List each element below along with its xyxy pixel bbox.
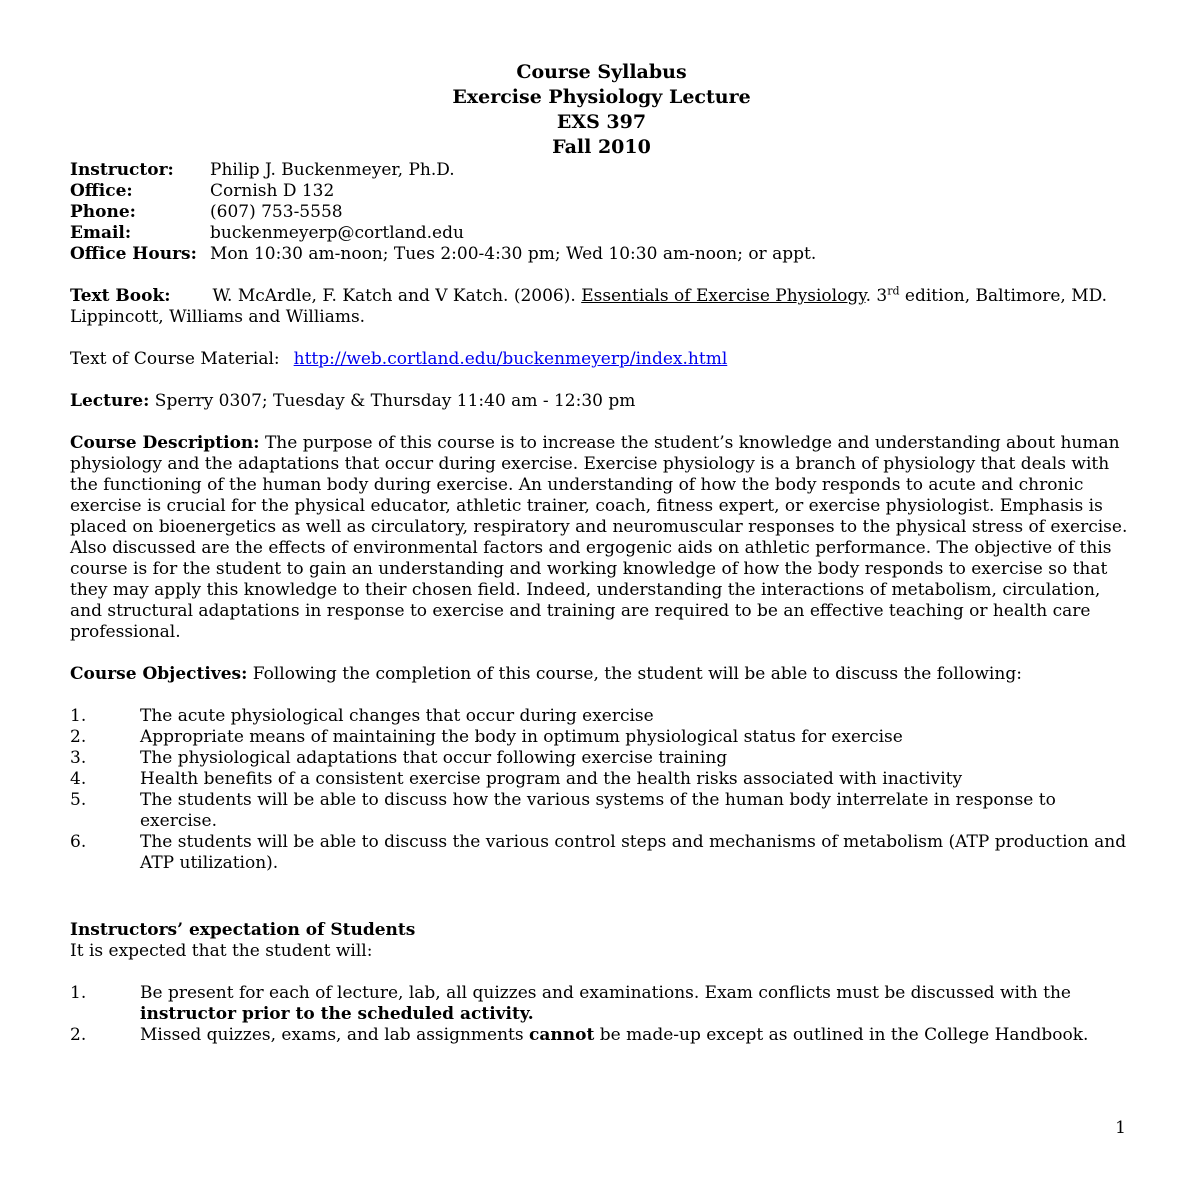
objective-number: 5. bbox=[70, 790, 87, 810]
title-block bbox=[70, 60, 1133, 160]
expectation-text bbox=[140, 1025, 1133, 1046]
document-content bbox=[70, 60, 1133, 1046]
course-objectives-label: Course Objectives: bbox=[70, 664, 248, 684]
course-objectives-intro-line bbox=[70, 664, 1133, 685]
office-hours-value: Mon 10:30 am-noon; Tues 2:00-4:30 pm; Wed 10:30 am-noon; or appt. bbox=[210, 244, 817, 264]
expectation-text-start: Missed quizzes, exams, and lab assignments bbox=[140, 1025, 530, 1045]
textbook-label: Text Book: bbox=[70, 286, 171, 306]
objective-text: The students will be able to discuss the various control steps and mechanisms of metabolism (ATP production and ATP utilization). bbox=[140, 832, 1127, 873]
textbook-title: Essentials of Exercise Physiology bbox=[581, 286, 866, 306]
course-objectives-list bbox=[70, 706, 1133, 874]
expectation-number: 1. bbox=[70, 983, 87, 1003]
textbook-edition-superscript: rd bbox=[887, 284, 900, 298]
course-material-link[interactable]: http://web.cortland.edu/buckenmeyerp/index.html bbox=[293, 349, 728, 369]
objective-number: 1. bbox=[70, 706, 87, 726]
doc-title-line-2: Exercise Physiology Lecture bbox=[452, 86, 751, 108]
course-description-label: Course Description: bbox=[70, 433, 260, 453]
objective-text: The students will be able to discuss how the various systems of the human body interrelate in response to exercise. bbox=[140, 790, 1056, 831]
objective-text: Appropriate means of maintaining the body in optimum physiological status for exercise bbox=[140, 727, 903, 747]
phone-label: Phone: bbox=[70, 202, 136, 222]
objective-item bbox=[70, 769, 1133, 790]
contact-row-office bbox=[70, 181, 1133, 202]
course-objectives-intro: Following the completion of this course, the student will be able to discuss the following: bbox=[252, 664, 1022, 684]
email-value: buckenmeyerp@cortland.edu bbox=[210, 223, 464, 243]
objective-item bbox=[70, 790, 1133, 832]
instructor-label: Instructor: bbox=[70, 160, 174, 180]
textbook-paragraph bbox=[70, 286, 1133, 328]
course-description-paragraph bbox=[70, 433, 1133, 643]
objective-number: 6. bbox=[70, 832, 87, 852]
phone-value: (607) 753-5558 bbox=[210, 202, 343, 222]
expectations-list bbox=[70, 983, 1133, 1046]
expectation-text-end: be made-up except as outlined in the College Handbook. bbox=[594, 1025, 1089, 1045]
email-label: Email: bbox=[70, 223, 132, 243]
objective-item bbox=[70, 706, 1133, 727]
expectation-text-bold: instructor prior to the scheduled activity. bbox=[140, 1004, 534, 1024]
course-material-label: Text of Course Material: bbox=[70, 349, 280, 369]
objective-item bbox=[70, 832, 1133, 874]
course-material-line bbox=[70, 349, 1133, 370]
contact-row-instructor bbox=[70, 160, 1133, 181]
expectations-section bbox=[70, 920, 1133, 962]
objective-text: The physiological adaptations that occur following exercise training bbox=[140, 748, 728, 768]
course-description-body: The purpose of this course is to increase the student’s knowledge and understanding about human physiology and the adaptations that occur during exercise. Exercise physiology is a branch of physiology that deals with the functioning of the human body during exercise. An understanding of how the body responds to acute and chronic exercise is crucial for the physical educator, athletic trainer, coach, fitness expert, or exercise physiologist. Emphasis is placed on bioenergetics as well as circulatory, respiratory and neuromuscular responses to the physical stress of exercise. Also discussed are the effects of environmental factors and ergogenic aids on athletic performance. The objective of this course is for the student to gain an understanding and working knowledge of how the body responds to exercise so that they may apply this knowledge to their chosen field. Indeed, understanding the interactions of metabolism, circulation, and structural adaptations in response to exercise and training are required to be an effective teaching or health care professional. bbox=[70, 433, 1128, 642]
objective-item bbox=[70, 727, 1133, 748]
objective-item bbox=[70, 748, 1133, 769]
expectation-text-start: Be present for each of lecture, lab, all quizzes and examinations. Exam conflicts must be discussed with the bbox=[140, 983, 1071, 1003]
textbook-citation-end: edition, Baltimore, MD. Lippincott, Williams and Williams. bbox=[70, 286, 1108, 327]
contact-row-email bbox=[70, 223, 1133, 244]
objective-text: The acute physiological changes that occur during exercise bbox=[140, 706, 654, 726]
expectation-item bbox=[70, 983, 1133, 1025]
contact-row-office-hours bbox=[70, 244, 1133, 265]
doc-title-line-3: EXS 397 bbox=[556, 111, 647, 133]
office-hours-label: Office Hours: bbox=[70, 244, 197, 264]
objective-number: 2. bbox=[70, 727, 87, 747]
lecture-label: Lecture: bbox=[70, 391, 150, 411]
expectation-item bbox=[70, 1025, 1133, 1046]
instructor-value: Philip J. Buckenmeyer, Ph.D. bbox=[210, 160, 455, 180]
office-label: Office: bbox=[70, 181, 133, 201]
contact-row-phone bbox=[70, 202, 1133, 223]
expectations-heading: Instructors’ expectation of Students bbox=[70, 920, 416, 940]
textbook-edition-number: . 3 bbox=[865, 286, 888, 306]
doc-title-line-4: Fall 2010 bbox=[552, 136, 651, 158]
lecture-line bbox=[70, 391, 1133, 412]
expectation-text bbox=[140, 983, 1133, 1025]
page-number: 1 bbox=[1115, 1118, 1126, 1138]
doc-title-line-1: Course Syllabus bbox=[516, 61, 687, 83]
office-value: Cornish D 132 bbox=[210, 181, 335, 201]
objective-number: 3. bbox=[70, 748, 87, 768]
objective-text: Health benefits of a consistent exercise program and the health risks associated with inactivity bbox=[140, 769, 963, 789]
contact-info bbox=[70, 160, 1133, 265]
objective-number: 4. bbox=[70, 769, 87, 789]
expectation-number: 2. bbox=[70, 1025, 87, 1045]
expectations-intro: It is expected that the student will: bbox=[70, 941, 373, 961]
textbook-citation-start: W. McArdle, F. Katch and V Katch. (2006). bbox=[212, 286, 582, 306]
lecture-value: Sperry 0307; Tuesday & Thursday 11:40 am - 12:30 pm bbox=[154, 391, 636, 411]
expectation-text-bold: cannot bbox=[529, 1025, 595, 1045]
